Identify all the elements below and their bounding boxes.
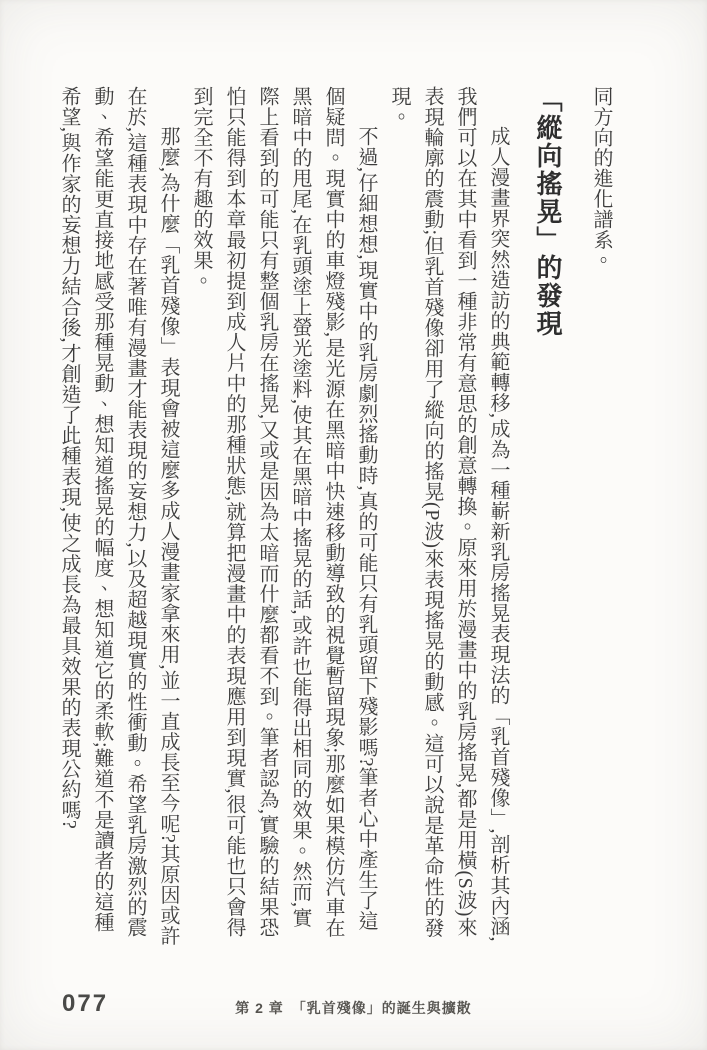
body-paragraph: 不過,仔細想想,現實中的乳房劇烈搖動時,真的可能只有乳頭留下殘影嗎?筆者心中產生了這個疑問。現實中的車燈殘影,是光源在黑暗中快速移動導致的視覺暫留現象;那麼如果模仿汽車在黑暗中的甩尾,在乳頭塗上螢光塗料,使其在黑暗中搖晃的話,或許也能得出相同的效果。然而,實際上看到的可能只有整個乳房在搖晃,又或是因為太暗而什麼都看不到。筆者認為,實驗的結果恐怕只能得到本章最初提到成人片中的那種狀態,就算把漫畫中的表現應用到現實,很可能也只會得到完全不有趣的效果。	[190, 86, 377, 939]
body-paragraph: 那麼,為什麼「乳首殘像」表現會被這麼多成人漫畫家拿來用,並一直成長至今呢?其原因或許在於,這種表現中存在著唯有漫畫才能表現的妄想力,以及超越現實的性衝動。希望乳房激烈的震動、希望能更直接地感受那種晃動、想知道搖晃的幅度、想知道它的柔軟;難道不是讀者的這種希望,與作家的妄想力結合後,才創造了此種表現,使之成長為最具效果的表現公約嗎?	[58, 86, 179, 946]
body-paragraph: 成人漫畫界突然造訪的典範轉移,成為一種嶄新乳房搖晃表現法的「乳首殘像」,剖析其內涵,我們可以在其中看到一種非常有意思的創意轉換。原來用於漫畫中的乳房搖晃,都是用橫(S波)來表現輪廓的震動;但乳首殘像卻用了縱向的搖晃(P波)來表現搖晃的動感。這可以說是革命性的發現。	[388, 86, 509, 942]
section-heading: 「縱向搖晃」的發現	[533, 86, 563, 338]
page-number: 077	[62, 990, 109, 1017]
page-content	[52, 86, 617, 948]
chapter-label: 第 2 章 「乳首殘像」的誕生與擴散	[235, 1000, 472, 1016]
continuation-paragraph: 同方向的進化譜系。	[590, 86, 612, 271]
